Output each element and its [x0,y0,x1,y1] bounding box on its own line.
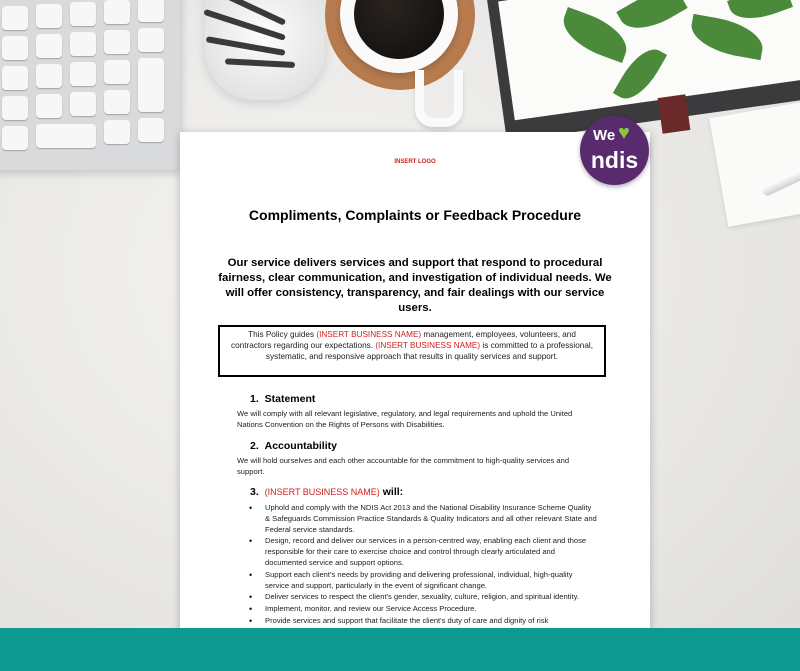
badge-we-text: We [593,127,616,144]
section-number: 1. [250,393,259,405]
section-title: Accountability [264,440,337,452]
section-title: will: [379,486,404,498]
heart-icon: ♥ [618,122,630,144]
list-item: • Design, record and deliver our services in a person-centred way, enabling each client and those responsible for their care to exercise choice and control through clearly articulated and documented service and support options. [237,536,597,568]
procedure-document [180,132,650,652]
policy-text: is committed to a professional, systematic, and responsive approach that results in quality services and support. [265,341,593,362]
logo-placeholder: INSERT LOGO [394,159,436,165]
commitments-list [237,503,597,628]
list-item: • Support each client's needs by providing and delivering professional, individual, high-quality service and support, particularly in the event of significant change. [237,570,597,592]
cup-handle-image [415,70,463,127]
business-name-placeholder: (INSERT BUSINESS NAME) [264,487,380,497]
business-name-placeholder: (INSERT BUSINESS NAME) [316,330,422,339]
keyboard-image [0,0,180,170]
section-number: 2. [250,440,259,452]
notebook-strap-image [658,94,691,134]
list-item: • Implement, monitor, and review our Service Access Procedure. [237,604,597,615]
we-love-ndis-badge [580,116,649,185]
footer-band [0,628,800,671]
section-number: 3. [250,486,259,498]
list-item: • Provide services and support that facilitate the client's duty of care and dignity of risk [237,616,597,627]
section-heading-accountability [250,440,337,452]
intro-statement: Our service delivers services and support that respond to procedural fairness, clear communication, and investigation of individual needs. We will offer consistency, transparency, and fair dealings with our service users. [218,257,612,314]
section-heading-commitments [250,486,403,498]
policy-text: This Policy guides [248,330,317,339]
policy-text: management, employees, volunteers, and contractors regarding our expectations. [231,330,576,351]
list-item: • Uphold and comply with the NDIS Act 2013 and the National Disability Insurance Scheme Quality & Safeguards Commission Practice Standards & Quality Indicators and all other relevant State and Federal service standards. [237,503,597,535]
section-heading-statement [250,393,315,405]
section-text-statement: We will comply with all relevant legislative, regulatory, and legal requirements and uphold the United Nations Convention on the Rights of Persons with Disabilities. [237,409,573,429]
badge-ndis-text: ndis [590,147,639,173]
document-title: Compliments, Complaints or Feedback Procedure [248,207,582,223]
business-name-placeholder: (INSERT BUSINESS NAME) [375,341,481,351]
section-title: Statement [264,393,316,405]
policy-box [218,325,606,377]
list-item: • Deliver services to respect the client's gender, sexuality, culture, religion, and spiritual identity. [237,592,597,603]
section-text-accountability: We will hold ourselves and each other accountable for the commitment to high-quality services and support. [237,456,570,476]
pen-cup-image [205,0,325,100]
